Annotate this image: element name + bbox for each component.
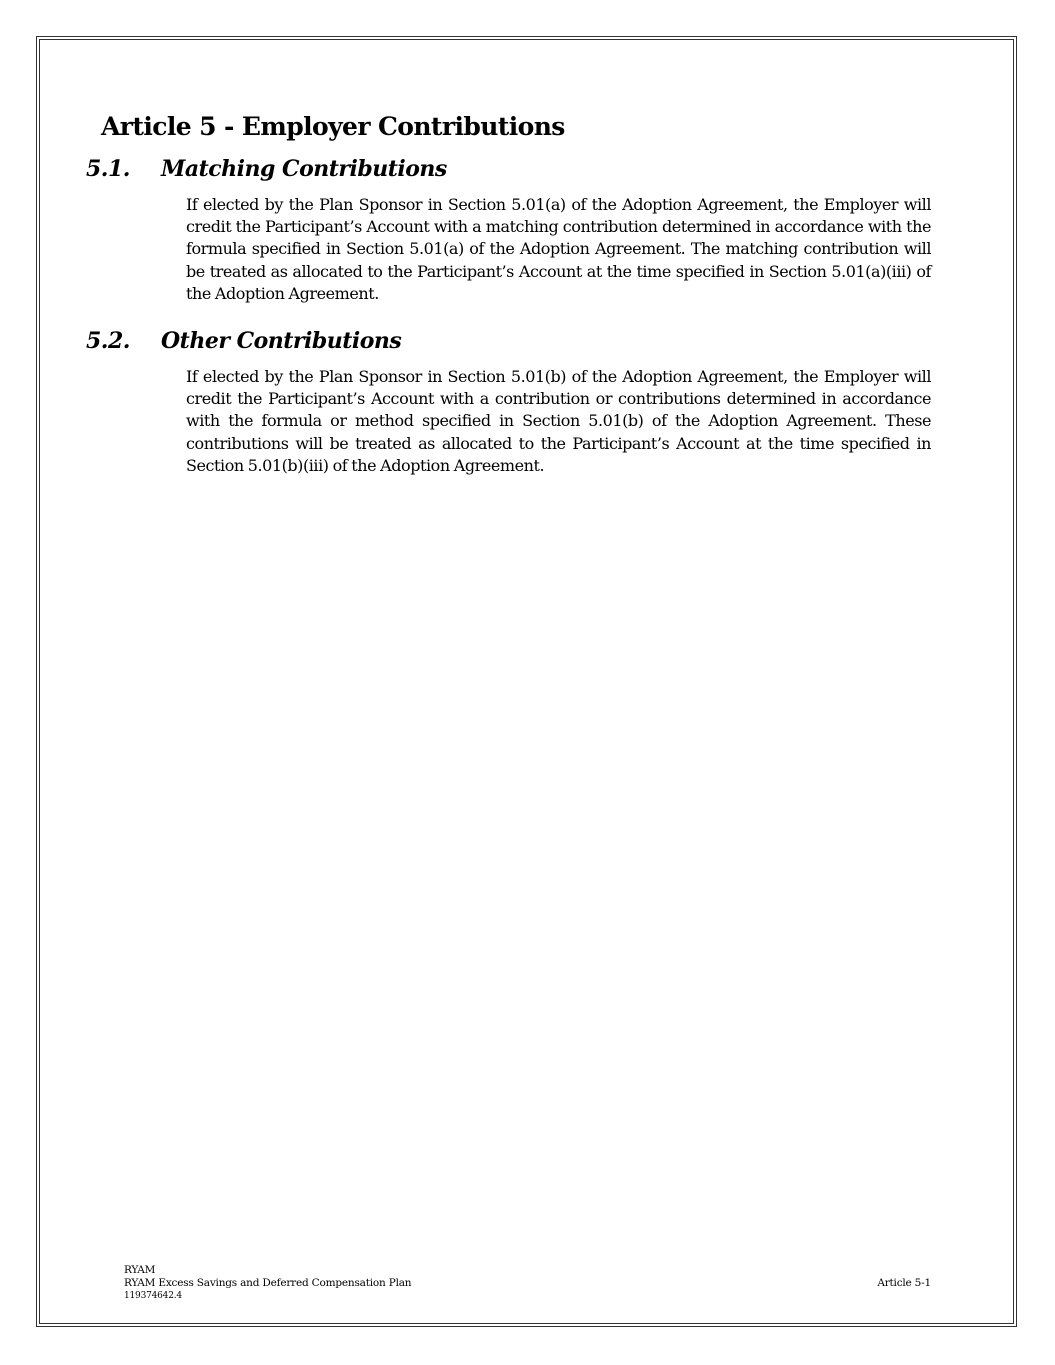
footer-plan-name: RYAM Excess Savings and Deferred Compensation Plan	[124, 1277, 412, 1289]
footer-company: RYAM	[124, 1264, 156, 1276]
section-body-5-1: If elected by the Plan Sponsor in Section 5.01(a) of the Adoption Agreement, the Employer will credit the Participant’s Account with a matching contribution determined in accordance with the formula specified in Section 5.01(a) of the Adoption Agreement. The matching contribution will be treated as allocated to the Participant’s Account at the time specified in Section 5.01(a)(iii) of the Adoption Agreement.	[186, 195, 931, 303]
footer-page-label: Article 5-1	[877, 1277, 931, 1289]
page-footer	[124, 1264, 931, 1303]
section-title: Other Contributions	[161, 328, 402, 354]
section-body-5-2: If elected by the Plan Sponsor in Section 5.01(b) of the Adoption Agreement, the Employer will credit the Participant’s Account with a contribution or contributions determined in accordance with the formula or method specified in Section 5.01(b) of the Adoption Agreement. These contributions will be treated as allocated to the Participant’s Account at the time specified in Section 5.01(b)(iii) of the Adoption Agreement.	[186, 367, 931, 475]
section-number: 5.2.	[86, 328, 130, 354]
footer-doc-id: 119374642.4	[124, 1291, 182, 1301]
section-heading-5-1	[86, 156, 447, 182]
article-title: Article 5 - Employer Contributions	[101, 112, 565, 141]
section-number: 5.1.	[86, 156, 130, 182]
section-heading-5-2	[86, 328, 401, 354]
section-title: Matching Contributions	[161, 156, 447, 182]
